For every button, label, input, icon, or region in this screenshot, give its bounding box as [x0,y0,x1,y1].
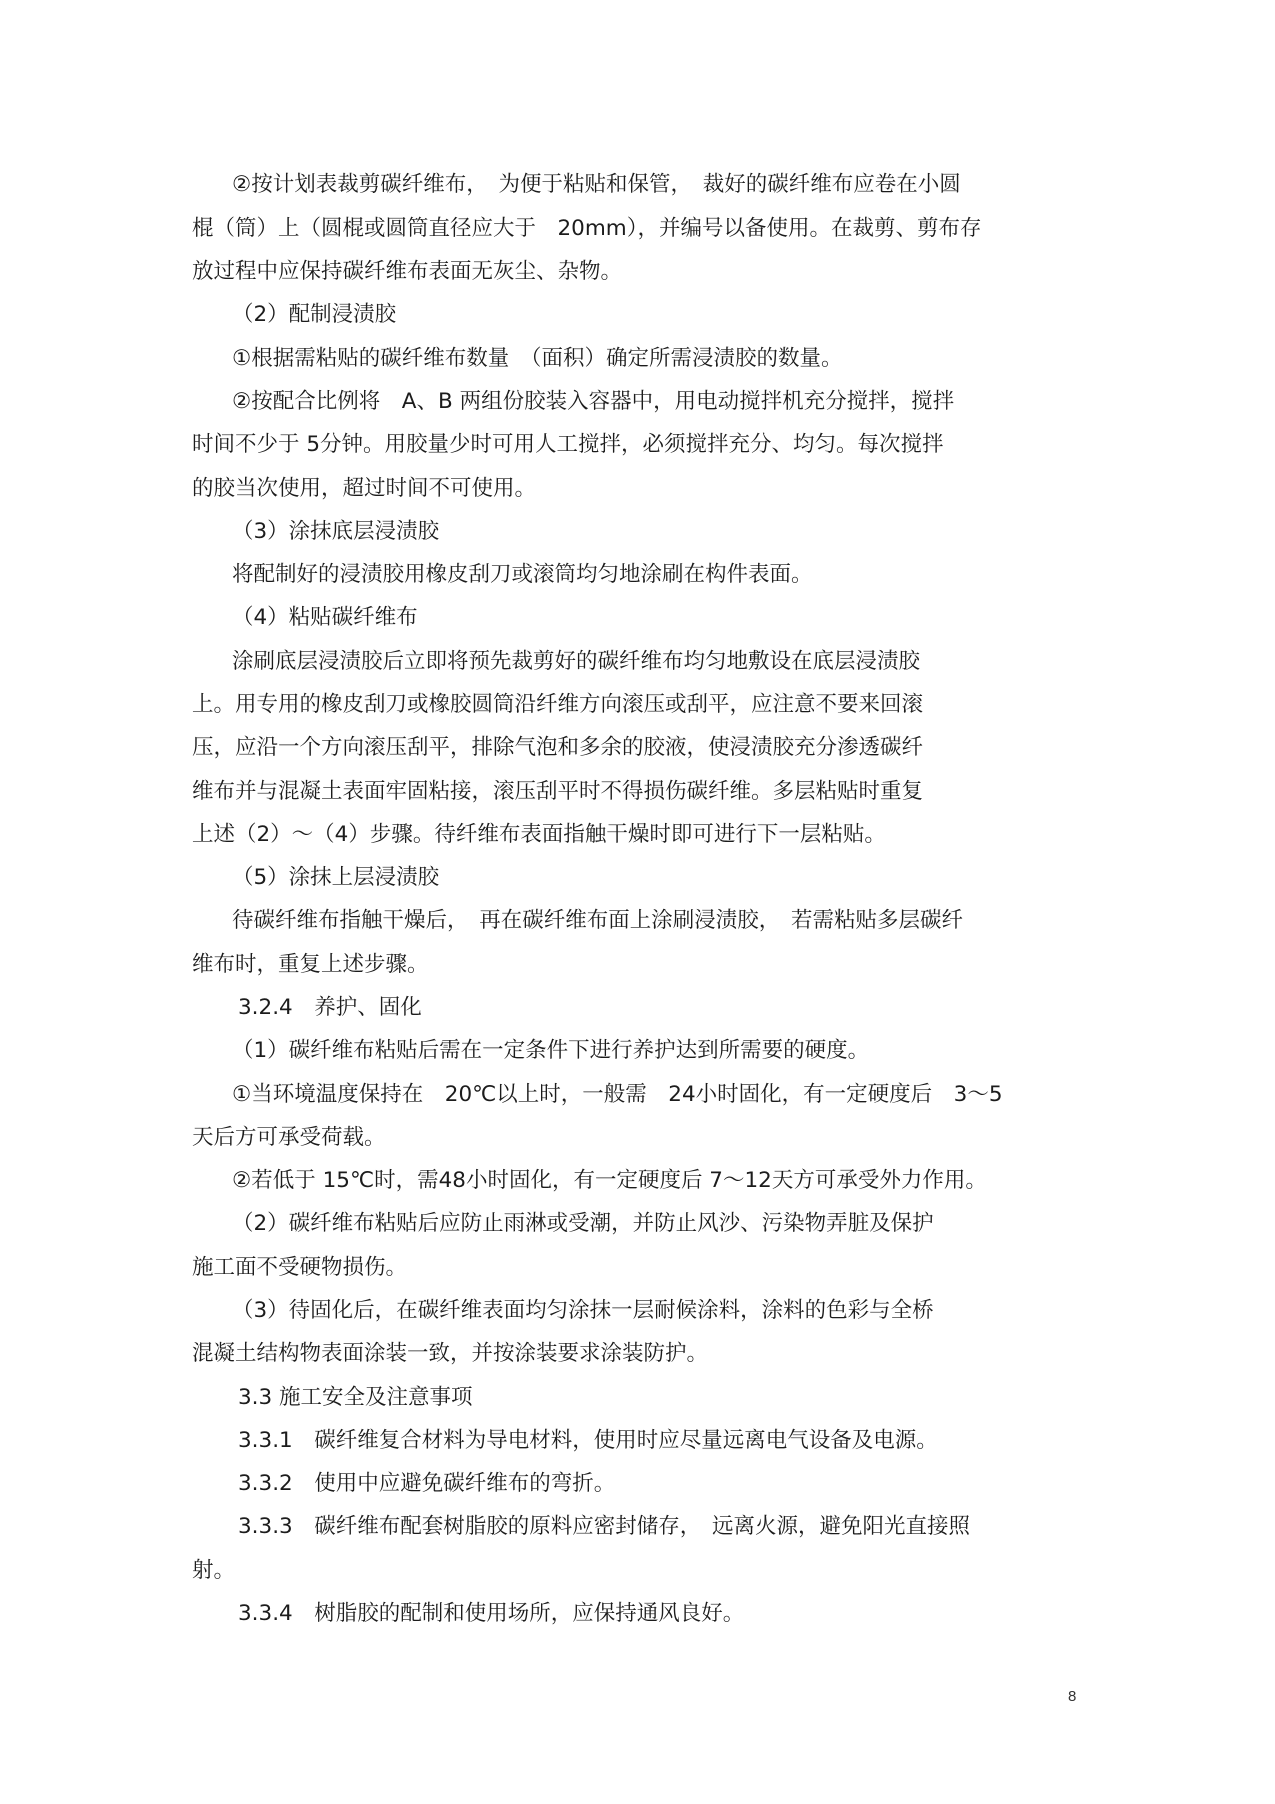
text-line: 天后方可承受荷载。 [192,1125,386,1150]
text-line: 上述（2）～（4）步骤。待纤维布表面指触干燥时即可进行下一层粘贴。 [192,822,886,847]
text-line: ②按配合比例将 A、B 两组份胶装入容器中，用电动搅拌机充分搅拌，搅拌 [232,389,955,414]
page-number: 8 [1068,1688,1077,1705]
text-line: 3.3.2 使用中应避免碳纤维布的弯折。 [238,1471,616,1496]
text-line: 3.3 施工安全及注意事项 [238,1385,473,1410]
text-line: 维布并与混凝土表面牢固粘接，滚压刮平时不得损伤碳纤维。多层粘贴时重复 [192,779,924,804]
text-line: 3.3.3 碳纤维布配套树脂胶的原料应密封储存， 远离火源，避免阳光直接照 [238,1514,970,1539]
text-line: 的胶当次使用，超过时间不可使用。 [192,476,537,501]
text-line: 维布时，重复上述步骤。 [192,952,429,977]
text-line: ①当环境温度保持在 20℃以上时，一般需 24小时固化，有一定硬度后 3～5 [232,1082,1003,1107]
text-line: 射。 [192,1558,236,1583]
text-line: 时间不少于 5分钟。用胶量少时可用人工搅拌，必须搅拌充分、均匀。每次搅拌 [192,432,944,457]
text-line: （5）涂抹上层浸渍胶 [232,865,440,890]
text-line: （4）粘贴碳纤维布 [232,605,418,630]
text-line: 3.2.4 养护、固化 [238,995,422,1020]
text-line: （3）待固化后，在碳纤维表面均匀涂抹一层耐候涂料，涂料的色彩与全桥 [232,1298,934,1323]
text-line: （3）涂抹底层浸渍胶 [232,519,440,544]
text-line: 将配制好的浸渍胶用橡皮刮刀或滚筒均匀地涂刷在构件表面。 [232,562,813,587]
text-line: 棍（筒）上（圆棍或圆筒直径应大于 20mm），并编号以备使用。在裁剪、剪布存 [192,216,982,241]
text-line: （2）碳纤维布粘贴后应防止雨淋或受潮，并防止风沙、污染物弄脏及保护 [232,1211,934,1236]
text-line: 待碳纤维布指触干燥后， 再在碳纤维布面上涂刷浸渍胶， 若需粘贴多层碳纤 [232,908,964,933]
text-line: 放过程中应保持碳纤维布表面无灰尘、杂物。 [192,259,623,284]
text-line: 3.3.1 碳纤维复合材料为导电材料，使用时应尽量远离电气设备及电源。 [238,1428,938,1453]
text-line: ②按计划表裁剪碳纤维布， 为便于粘贴和保管， 裁好的碳纤维布应卷在小圆 [232,172,961,197]
text-line: ②若低于 15℃时，需48小时固化，有一定硬度后 7～12天方可承受外力作用。 [232,1168,987,1193]
text-line: 混凝土结构物表面涂装一致，并按涂装要求涂装防护。 [192,1341,709,1366]
text-line: （2）配制浸渍胶 [232,302,397,327]
text-line: ①根据需粘贴的碳纤维布数量 （面积）确定所需浸渍胶的数量。 [232,346,843,371]
text-line: 涂刷底层浸渍胶后立即将预先裁剪好的碳纤维布均匀地敷设在底层浸渍胶 [232,649,921,674]
text-line: 上。用专用的橡皮刮刀或橡胶圆筒沿纤维方向滚压或刮平，应注意不要来回滚 [192,692,924,717]
text-line: （1）碳纤维布粘贴后需在一定条件下进行养护达到所需要的硬度。 [232,1038,870,1063]
text-line: 压，应沿一个方向滚压刮平，排除气泡和多余的胶液，使浸渍胶充分渗透碳纤 [192,735,924,760]
text-line: 3.3.4 树脂胶的配制和使用场所，应保持通风良好。 [238,1601,745,1626]
text-line: 施工面不受硬物损伤。 [192,1255,408,1280]
